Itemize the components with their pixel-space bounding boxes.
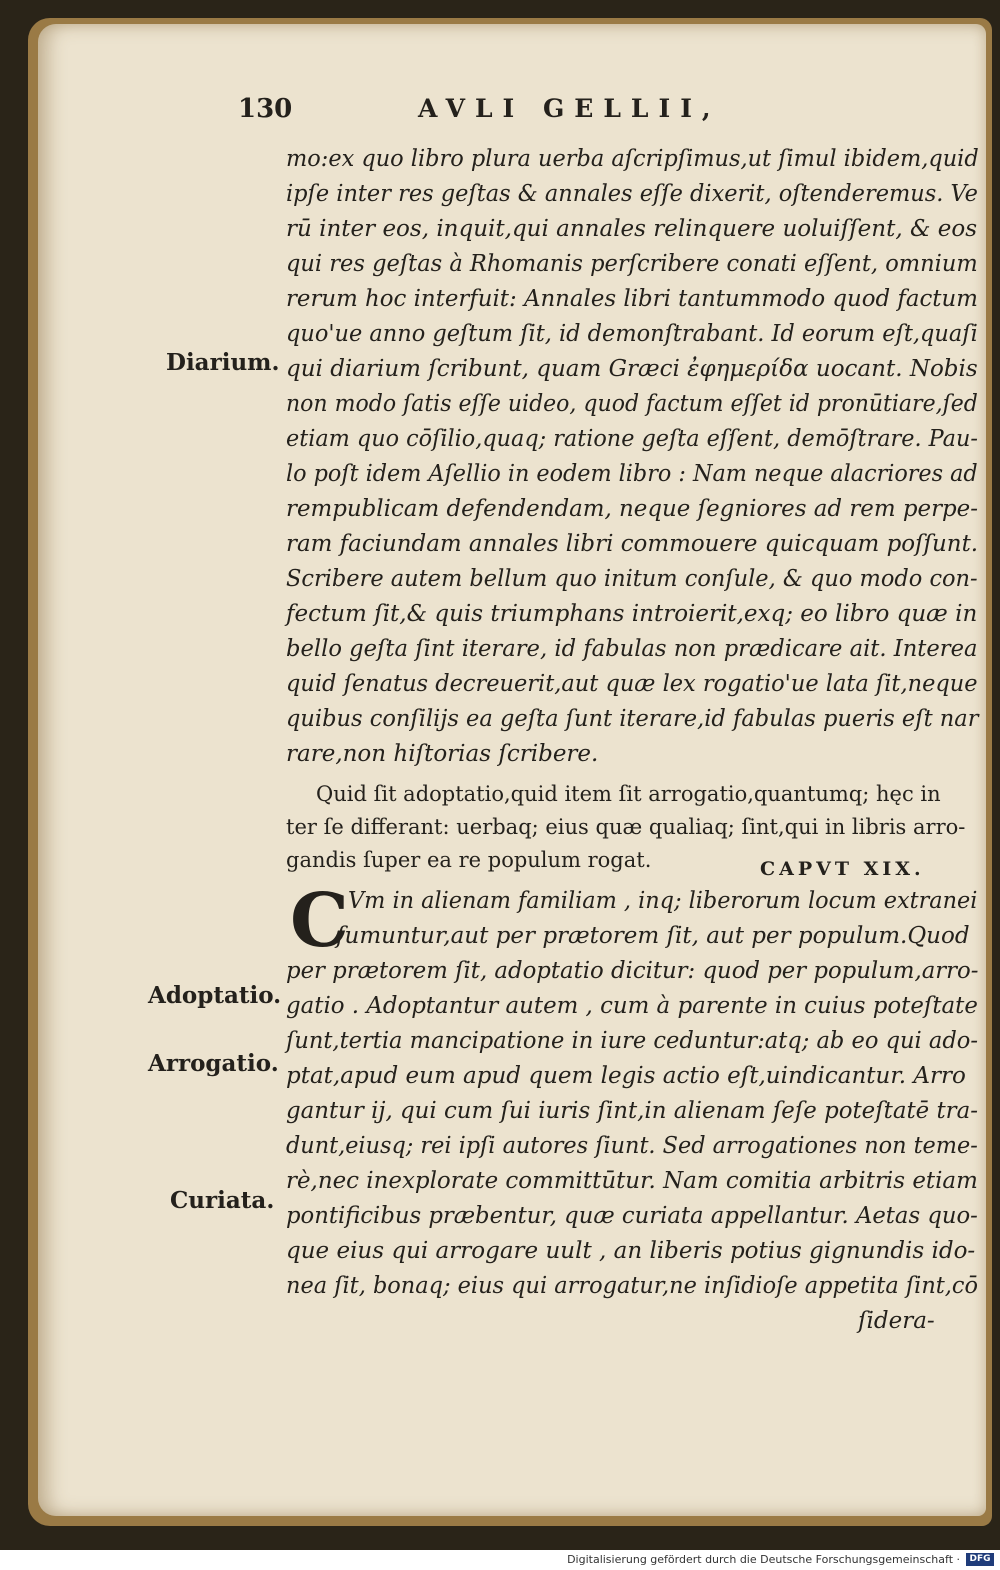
chapter-line: ſumuntur,aut per prætorem ſit, aut per populum.Quod (336, 923, 970, 949)
funding-credit: Digitalisierung gefördert durch die Deutsche Forschungsgemeinschaft · (567, 1553, 960, 1566)
chapter-line: nea ſit, bonaq; eius qui arrogatur,ne inſidioſe appetita ſint,cō (286, 1273, 978, 1299)
body-line: rempublicam defendendam, neque ſegniores ad rem perpe- (286, 496, 978, 522)
chapter-label: CAPVT XIX. (760, 858, 925, 880)
body-line: non modo ſatis eſſe uideo, quod factum eſſet id pronūtiare,ſed (286, 391, 978, 417)
chapter-line: que eius qui arrogare uult , an liberis potius gignundis ido- (286, 1238, 976, 1264)
body-line: quo'ue anno geſtum ſit, id demonſtrabant. Id eorum eſt,quaſi (286, 321, 978, 347)
chapter-line: rè,nec inexplorate committūtur. Nam comitia arbitris etiam (286, 1168, 978, 1194)
drop-cap: C (290, 878, 349, 964)
book-edge (28, 18, 992, 1526)
body-line: ram faciundam annales libri commouere quicquam poſſunt. (286, 531, 979, 557)
body-line: qui diarium ſcribunt, quam Græci ἐφημερίδα uocant. Nobis (286, 356, 978, 382)
body-line: lo poſt idem Aſellio in eodem libro : Nam neque alacriores ad (286, 461, 978, 487)
chapter-heading-line: Quid ſit adoptatio,quid item ſit arrogatio,quantumq; hęc in (316, 782, 941, 806)
margin-note-diarium: Diarium. (166, 349, 280, 376)
dfg-logo: DFG (966, 1553, 994, 1566)
chapter-line: ſunt,tertia mancipatione in iure ceduntur:atq; ab eo qui ado- (286, 1028, 978, 1054)
book-title: AVLI GELLII, (418, 94, 721, 123)
margin-note-arrogatio: Arrogatio. (148, 1050, 279, 1077)
chapter-line: ptat,apud eum apud quem legis actio eſt,uindicantur. Arro (286, 1063, 966, 1089)
chapter-line: per prætorem ſit, adoptatio dicitur: quod per populum,arro- (286, 958, 979, 984)
book-page (38, 24, 986, 1516)
body-line: ipſe inter res geſtas & annales eſſe dixerit, oſtenderemus. Ve (286, 181, 978, 207)
body-line: quid ſenatus decreuerit,aut quæ lex rogatio'ue lata ſit,neque (286, 671, 978, 697)
margin-note-adoptatio: Adoptatio. (148, 982, 282, 1009)
chapter-heading-line: ter ſe differant: uerbaq; eius quæ qualiaq; ſint,qui in libris arro- (286, 815, 966, 839)
body-line: bello geſta ſint iterare, id fabulas non prædicare ait. Interea (286, 636, 978, 662)
running-head (38, 94, 986, 134)
body-line: Scribere autem bellum quo initum conſule, & quo modo con- (286, 566, 978, 592)
body-line: rare,non hiſtorias ſcribere. (286, 741, 599, 767)
chapter-line: pontificibus præbentur, quæ curiata appellantur. Aetas quo- (286, 1203, 978, 1229)
chapter-line: ſidera- (858, 1308, 935, 1334)
body-line: qui res geſtas à Rhomanis perſcribere conati eſſent, omnium (286, 251, 978, 277)
body-line: fectum ſit,& quis triumphans introierit,exq; eo libro quæ in (286, 601, 978, 627)
body-line: mo:ex quo libro plura uerba aſcripſimus,ut ſimul ibidem,quid (286, 146, 979, 172)
body-line: etiam quo cōſilio,quaq; ratione geſta eſſent, demōſtrare. Pau- (286, 426, 978, 452)
body-line: rerum hoc interfuit: Annales libri tantummodo quod factum (286, 286, 978, 312)
body-line: quibus conſilijs ea geſta ſunt iterare,id fabulas pueris eſt nar (286, 706, 979, 732)
chapter-heading-line: gandis ſuper ea re populum rogat. (286, 848, 652, 872)
chapter-line: gantur ij, qui cum ſui iuris ſint,in alienam ſeſe poteſtatē tra- (286, 1098, 978, 1124)
chapter-line: dunt,eiusq; rei ipſi autores ſiunt. Sed arrogationes non teme- (286, 1133, 978, 1159)
body-line: rū inter eos, inquit,qui annales relinquere uoluiſſent, & eos (286, 216, 978, 242)
chapter-line: Vm in alienam familiam , inq; liberorum locum extranei (348, 888, 978, 914)
chapter-line: gatio . Adoptantur autem , cum à parente in cuius poteſtate (286, 993, 978, 1019)
margin-note-curiata: Curiata. (170, 1187, 275, 1214)
page-number: 130 (238, 94, 293, 124)
footer-bar (0, 1550, 1000, 1570)
